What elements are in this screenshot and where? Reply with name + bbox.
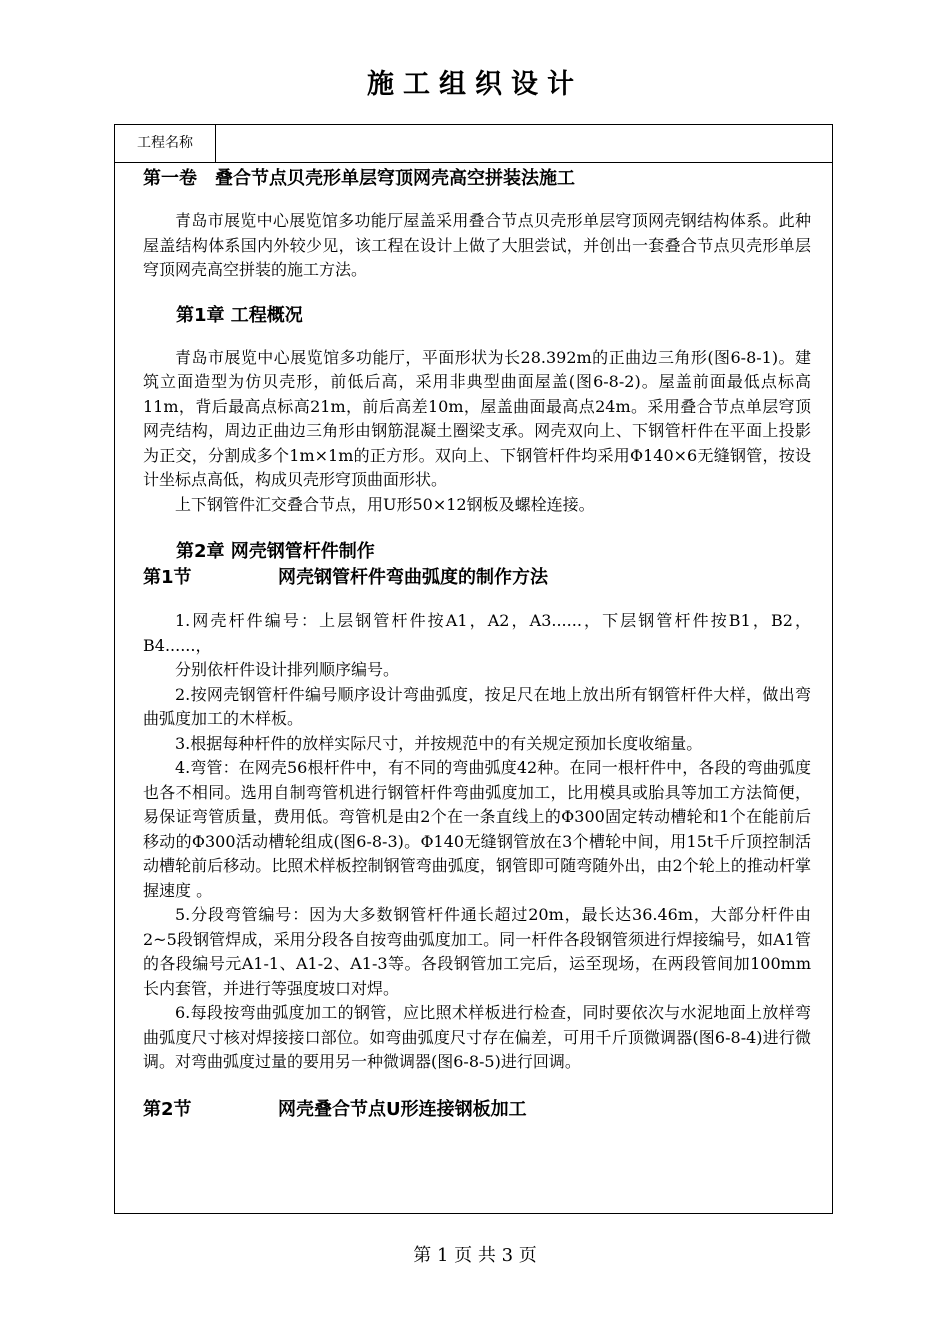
section-1-item-1: 1.网壳杆件编号：上层钢管杆件按A1，A2，A3......，下层钢管杆件按B1，B2，B4......， [143,611,811,655]
page-number-footer: 第 1 页 共 3 页 [413,1245,537,1266]
section-1-item-2: 2.按网壳钢管杆件编号顺序设计弯曲弧度，按足尺在地上放出所有钢管杆件大样，做出弯曲弧度加工的木样板。 [143,684,811,728]
section-1-title: 网壳钢管杆件弯曲弧度的制作方法 [278,567,548,588]
section-1-heading [143,565,811,591]
section-2-number: 第2节 [143,1098,192,1120]
section-2-title: 网壳叠合节点U形连接钢板加工 [278,1098,527,1120]
section-1-item-6: 6.每段按弯曲弧度加工的钢管，应比照术样板进行检查，同时要依次与水泥地面上放样弯曲弧度尺寸核对焊接接口部位。如弯曲弧度尺寸存在偏差，可用千斤顶微调器(图6-8-4)进行微调。对弯曲弧度过量的要用另一种微调器(图6-8-5)进行回调。 [143,1003,811,1071]
section-2-heading [143,1097,811,1123]
project-name-value [216,125,832,162]
project-name-row [115,125,832,163]
section-1-item-4: 4.弯管：在网壳56根杆件中，有不同的弯曲弧度42种。在同一根杆件中，各段的弯曲弧度也各不相同。选用自制弯管机进行钢管杆件弯曲弧度加工，比用模具或胎具等加工方法简便，易保证弯管质量，费用低。弯管机是由2个在一条直线上的Φ300固定转动槽轮和1个在能前后移动的Φ300活动槽轮组成(图6-8-3)。Φ140无缝钢管放在3个槽轮中间，用15t千斤顶控制活动槽轮前后移动。比照术样板控制钢管弯曲弧度，钢管即可随弯随外出，由2个轮上的推动杆掌握速度 。 [143,758,811,900]
intro-paragraph: 青岛市展览中心展览馆多功能厅屋盖采用叠合节点贝壳形单层穹顶网壳钢结构体系。此种屋盖结构体系国内外较少见，该工程在设计上做了大胆尝试，并创出一套叠合节点贝壳形单层穹顶网壳高空拼装的施工方法。 [143,211,811,279]
section-1-item-5: 5.分段弯管编号：因为大多数钢管杆件通长超过20m，最长达36.46m，大部分杆件由2~5段钢管焊成，采用分段各自按弯曲弧度加工。同一杆件各段钢管须进行焊接编号，如A1管的各段编号元A1-1、A1-2、A1-3等。各段钢管加工完后，运至现场，在两段管间加100mm长内套管，并进行等强度坡口对焊。 [143,905,811,998]
chapter-1-paragraph-2: 上下钢管件汇交叠合节点，用U形50×12钢板及螺栓连接。 [175,494,595,514]
chapter-1-title: 第1章 工程概况 [176,304,303,326]
section-1-item-1b: 分别依杆件设计排列顺序编号。 [175,660,400,679]
chapter-1-paragraph-1: 青岛市展览中心展览馆多功能厅，平面形状为长28.392m的正曲边三角形(图6-8-1)。建筑立面造型为仿贝壳形，前低后高，采用非典型曲面屋盖(图6-8-2)。屋盖前面最低点标高11m，背后最高点标高21m，前后高差10m，屋盖曲面最高点24m。采用叠合节点单层穹顶网壳结构，周边正曲边三角形由钢筋混凝土圈梁支承。网壳双向上、下钢管杆件在平面上投影为正交，分割成多个1m×1m的正方形。双向上、下钢管杆件均采用Φ140×6无缝钢管，按设计坐标点高低，构成贝壳形穹顶曲面形状。 [143,347,811,489]
volume-title: 第一卷 叠合节点贝壳形单层穹顶网壳高空拼装法施工 [143,168,575,189]
section-1-number: 第1节 [143,567,192,588]
project-name-label: 工程名称 [115,125,216,162]
chapter-2-title: 第2章 网壳钢管杆件制作 [176,541,375,562]
document-title: 施工组织设计 [367,69,583,100]
section-1-item-3: 3.根据每种杆件的放样实际尺寸，并按规范中的有关规定预加长度收缩量。 [175,733,703,753]
project-table [114,124,833,1214]
document-body [143,162,811,1123]
